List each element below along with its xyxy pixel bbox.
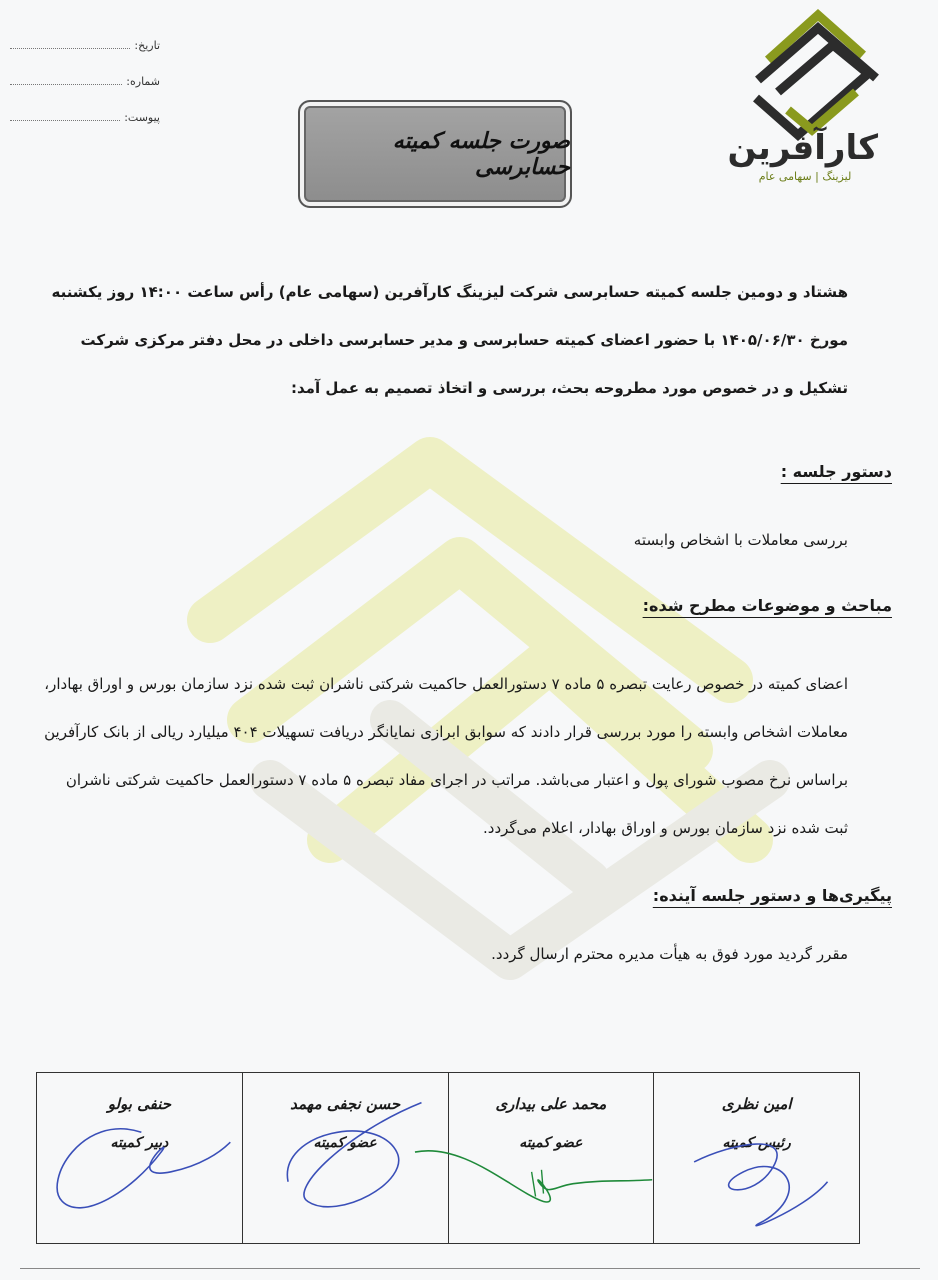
signature-scribble-icon — [243, 1073, 448, 1243]
discussion-text: اعضای کمیته در خصوص رعایت تبصره ۵ ماده ۷ دستورالعمل حاکمیت شرکتی ناشران ثبت شده نزد سازمان بورس و اوراق بهادار، معاملات اشخاص وابسته را مورد بررسی قرار دادند که سوابق ابرازی نمایانگر دریافت تسهیلات ۴۰۴ میلیارد ریالی از بانک کارآفرین براساس نرخ مصوب شورای پول و اعتبار می‌باشد. مراتب در اجرای مفاد تبصره ۵ ماده ۷ دستورالعمل حاکمیت شرکتی ناشران ثبت شده نزد سازمان بورس و اوراق بهادار، اعلام می‌گردد. — [44, 675, 848, 837]
signer-role: دبیر کمیته — [110, 1135, 169, 1151]
document-meta — [10, 38, 160, 146]
signature-cell-chair — [653, 1073, 859, 1243]
number-blank — [10, 74, 122, 85]
company-subtitle: لیزینگ | سهامی عام — [758, 170, 852, 183]
agenda-heading: دستور جلسه : — [780, 462, 892, 481]
date-field — [10, 38, 160, 74]
signer-role: عضو کمیته — [313, 1135, 377, 1151]
signer-name: امین نظری — [721, 1095, 792, 1113]
signer-name: حنفی بولو — [107, 1095, 172, 1113]
attachment-label: پیوست: — [124, 111, 160, 124]
number-label: شماره: — [126, 75, 160, 88]
followup-heading: پیگیری‌ها و دستور جلسه آینده: — [652, 886, 892, 905]
document-title: صورت جلسه کمیته حسابرسی — [392, 128, 570, 180]
signer-role: رئیس کمیته — [722, 1135, 791, 1151]
discussion-heading: مباحث و موضوعات مطرح شده: — [642, 596, 892, 615]
date-label: تاریخ: — [134, 39, 160, 52]
agenda-text: بررسی معاملات با اشخاص وابسته — [633, 531, 848, 549]
signature-table — [36, 1072, 860, 1244]
company-name: کارآفرین — [727, 128, 878, 168]
signature-cell-member-2 — [242, 1073, 448, 1243]
attachment-field — [10, 110, 160, 146]
document-title-box — [298, 100, 572, 208]
signer-role: عضو کمیته — [519, 1135, 583, 1151]
signature-scribble-icon — [449, 1073, 654, 1243]
followup-text: مقرر گردید مورد فوق به هیأت مدیره محترم ارسال گردد. — [491, 945, 848, 963]
footer-rule — [20, 1268, 920, 1269]
signature-cell-secretary — [37, 1073, 242, 1243]
intro-paragraph: هشتاد و دومین جلسه کمیته حسابرسی شرکت لیزینگ کارآفرین (سهامی عام) رأس ساعت ۱۴:۰۰ روز یکشنبه مورخ ۱۴۰۵/۰۶/۳۰ با حضور اعضای کمیته حسابرسی و مدیر حسابرسی داخلی در محل دفتر مرکزی شرکت تشکیل و در خصوص مورد مطروحه بحث، بررسی و اتخاذ تصمیم به عمل آمد: — [51, 283, 848, 397]
number-field — [10, 74, 160, 110]
signer-name: محمد علی بیداری — [495, 1095, 607, 1113]
signature-scribble-icon — [654, 1073, 859, 1243]
signer-name: حسن نجفی مهمد — [290, 1095, 401, 1113]
signature-cell-member-1 — [448, 1073, 654, 1243]
signature-scribble-icon — [37, 1073, 242, 1243]
attachment-blank — [10, 110, 120, 121]
date-blank — [10, 38, 130, 49]
